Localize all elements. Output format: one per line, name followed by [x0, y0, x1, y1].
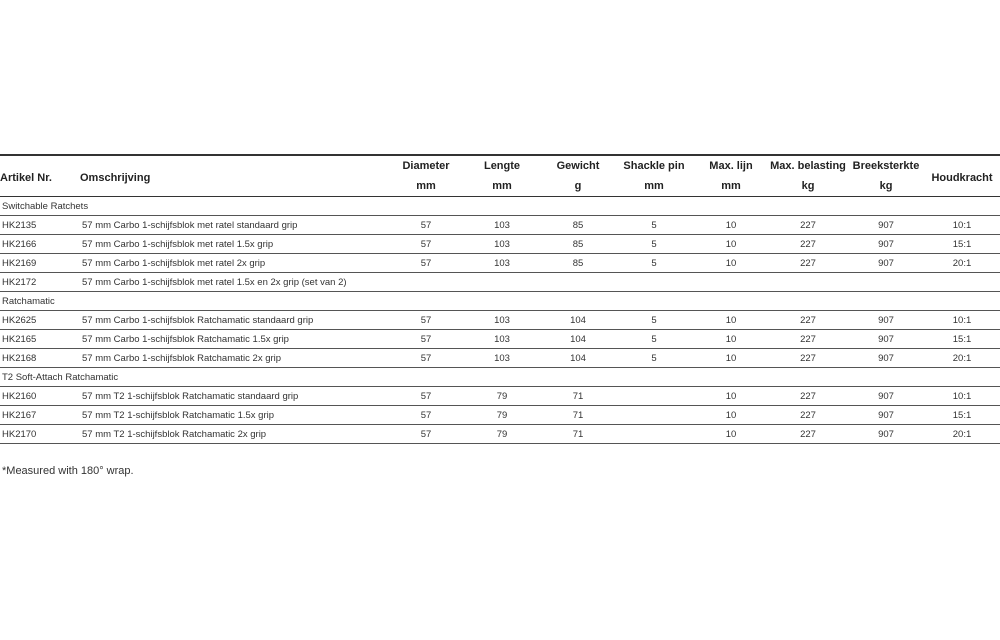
cell-weight: [542, 273, 614, 292]
cell-shackle: 5: [614, 311, 694, 330]
table-body: [0, 197, 1000, 444]
cell-shackle: [614, 273, 694, 292]
header-length: Lengte: [483, 160, 521, 172]
header-diameter: Diameter: [402, 160, 450, 172]
cell-article: HK2167: [0, 406, 80, 425]
cell-length: 79: [462, 425, 542, 444]
cell-weight: 71: [542, 425, 614, 444]
table-row: [0, 216, 1000, 235]
cell-max-line: 10: [694, 349, 768, 368]
cell-article: HK2625: [0, 311, 80, 330]
cell-max-line: 10: [694, 406, 768, 425]
header-max-load: Max. belasting: [770, 160, 846, 172]
cell-max-load: 227: [768, 330, 848, 349]
cell-max-line: 10: [694, 254, 768, 273]
cell-max-load: 227: [768, 216, 848, 235]
header-article: Artikel Nr.: [0, 172, 52, 184]
cell-breaking: 907: [848, 406, 924, 425]
table-row: [0, 235, 1000, 254]
cell-breaking: 907: [848, 235, 924, 254]
section-title: T2 Soft-Attach Ratchamatic: [0, 368, 1000, 387]
header-description: Omschrijving: [80, 172, 151, 184]
header-max-line-unit: mm: [721, 180, 741, 192]
cell-max-line: 10: [694, 387, 768, 406]
cell-length: 79: [462, 387, 542, 406]
cell-weight: 85: [542, 216, 614, 235]
cell-length: 103: [462, 254, 542, 273]
cell-max-load: 227: [768, 406, 848, 425]
cell-description: 57 mm Carbo 1-schijfsblok Ratchamatic standaard grip: [80, 311, 390, 330]
footnote: *Measured with 180° wrap.: [2, 465, 134, 477]
table-row: [0, 406, 1000, 425]
cell-weight: 104: [542, 349, 614, 368]
cell-max-load: 227: [768, 311, 848, 330]
cell-max-line: 10: [694, 311, 768, 330]
cell-holding: 10:1: [924, 387, 1000, 406]
table-row: [0, 254, 1000, 273]
cell-article: HK2168: [0, 349, 80, 368]
cell-article: HK2169: [0, 254, 80, 273]
cell-max-line: 10: [694, 425, 768, 444]
cell-breaking: [848, 273, 924, 292]
cell-description: 57 mm Carbo 1-schijfsblok met ratel 1.5x grip: [80, 235, 390, 254]
cell-shackle: [614, 425, 694, 444]
section-row: [0, 368, 1000, 387]
cell-weight: 104: [542, 311, 614, 330]
cell-holding: 15:1: [924, 330, 1000, 349]
cell-weight: 104: [542, 330, 614, 349]
cell-length: 103: [462, 330, 542, 349]
table-row: [0, 330, 1000, 349]
cell-diameter: 57: [390, 254, 462, 273]
header-weight-unit: g: [574, 180, 582, 192]
cell-diameter: 57: [390, 406, 462, 425]
cell-max-load: [768, 273, 848, 292]
cell-holding: 20:1: [924, 349, 1000, 368]
cell-max-line: 10: [694, 235, 768, 254]
cell-article: HK2165: [0, 330, 80, 349]
cell-diameter: [390, 273, 462, 292]
cell-length: 103: [462, 311, 542, 330]
cell-description: 57 mm T2 1-schijfsblok Ratchamatic standaard grip: [80, 387, 390, 406]
cell-description: 57 mm Carbo 1-schijfsblok met ratel 1.5x en 2x grip (set van 2): [80, 273, 390, 292]
table-header: [0, 155, 1000, 197]
cell-length: [462, 273, 542, 292]
cell-holding: 15:1: [924, 235, 1000, 254]
cell-breaking: 907: [848, 254, 924, 273]
cell-shackle: [614, 387, 694, 406]
cell-article: HK2166: [0, 235, 80, 254]
header-max-line: Max. lijn: [709, 160, 753, 172]
cell-max-load: 227: [768, 349, 848, 368]
header-shackle-unit: mm: [644, 180, 664, 192]
header-diameter-unit: mm: [416, 180, 436, 192]
cell-description: 57 mm T2 1-schijfsblok Ratchamatic 2x grip: [80, 425, 390, 444]
cell-max-load: 227: [768, 387, 848, 406]
cell-weight: 85: [542, 235, 614, 254]
table-row: [0, 425, 1000, 444]
cell-length: 79: [462, 406, 542, 425]
cell-max-line: 10: [694, 216, 768, 235]
cell-shackle: 5: [614, 349, 694, 368]
cell-breaking: 907: [848, 216, 924, 235]
header-length-unit: mm: [492, 180, 512, 192]
header-breaking: Breeksterkte: [852, 160, 920, 172]
cell-description: 57 mm Carbo 1-schijfsblok met ratel 2x grip: [80, 254, 390, 273]
cell-length: 103: [462, 235, 542, 254]
section-title: Switchable Ratchets: [0, 197, 1000, 216]
cell-article: HK2160: [0, 387, 80, 406]
table-row: [0, 387, 1000, 406]
cell-diameter: 57: [390, 387, 462, 406]
cell-holding: [924, 273, 1000, 292]
cell-diameter: 57: [390, 330, 462, 349]
spec-table: [0, 154, 1000, 444]
cell-holding: 20:1: [924, 425, 1000, 444]
cell-breaking: 907: [848, 311, 924, 330]
cell-diameter: 57: [390, 216, 462, 235]
header-weight: Gewicht: [556, 160, 600, 172]
cell-shackle: 5: [614, 254, 694, 273]
cell-max-load: 227: [768, 254, 848, 273]
cell-description: 57 mm T2 1-schijfsblok Ratchamatic 1.5x grip: [80, 406, 390, 425]
cell-weight: 71: [542, 387, 614, 406]
cell-breaking: 907: [848, 349, 924, 368]
cell-description: 57 mm Carbo 1-schijfsblok Ratchamatic 1.5x grip: [80, 330, 390, 349]
section-row: [0, 197, 1000, 216]
spec-table-container: [0, 154, 1000, 444]
cell-max-load: 227: [768, 235, 848, 254]
header-shackle: Shackle pin: [623, 160, 685, 172]
cell-holding: 10:1: [924, 216, 1000, 235]
cell-length: 103: [462, 349, 542, 368]
cell-breaking: 907: [848, 387, 924, 406]
header-max-load-unit: kg: [801, 180, 815, 192]
table-row: [0, 349, 1000, 368]
cell-diameter: 57: [390, 425, 462, 444]
cell-length: 103: [462, 216, 542, 235]
cell-max-line: [694, 273, 768, 292]
cell-diameter: 57: [390, 311, 462, 330]
cell-article: HK2170: [0, 425, 80, 444]
cell-max-line: 10: [694, 330, 768, 349]
section-row: [0, 292, 1000, 311]
cell-shackle: [614, 406, 694, 425]
cell-shackle: 5: [614, 216, 694, 235]
cell-diameter: 57: [390, 235, 462, 254]
table-row: [0, 311, 1000, 330]
cell-weight: 85: [542, 254, 614, 273]
cell-holding: 10:1: [924, 311, 1000, 330]
header-breaking-unit: kg: [879, 180, 893, 192]
cell-description: 57 mm Carbo 1-schijfsblok Ratchamatic 2x grip: [80, 349, 390, 368]
cell-max-load: 227: [768, 425, 848, 444]
cell-holding: 15:1: [924, 406, 1000, 425]
cell-holding: 20:1: [924, 254, 1000, 273]
cell-shackle: 5: [614, 235, 694, 254]
cell-shackle: 5: [614, 330, 694, 349]
cell-breaking: 907: [848, 330, 924, 349]
cell-weight: 71: [542, 406, 614, 425]
cell-article: HK2172: [0, 273, 80, 292]
header-holding: Houdkracht: [931, 172, 993, 184]
cell-breaking: 907: [848, 425, 924, 444]
cell-diameter: 57: [390, 349, 462, 368]
cell-description: 57 mm Carbo 1-schijfsblok met ratel standaard grip: [80, 216, 390, 235]
table-row: [0, 273, 1000, 292]
section-title: Ratchamatic: [0, 292, 1000, 311]
cell-article: HK2135: [0, 216, 80, 235]
